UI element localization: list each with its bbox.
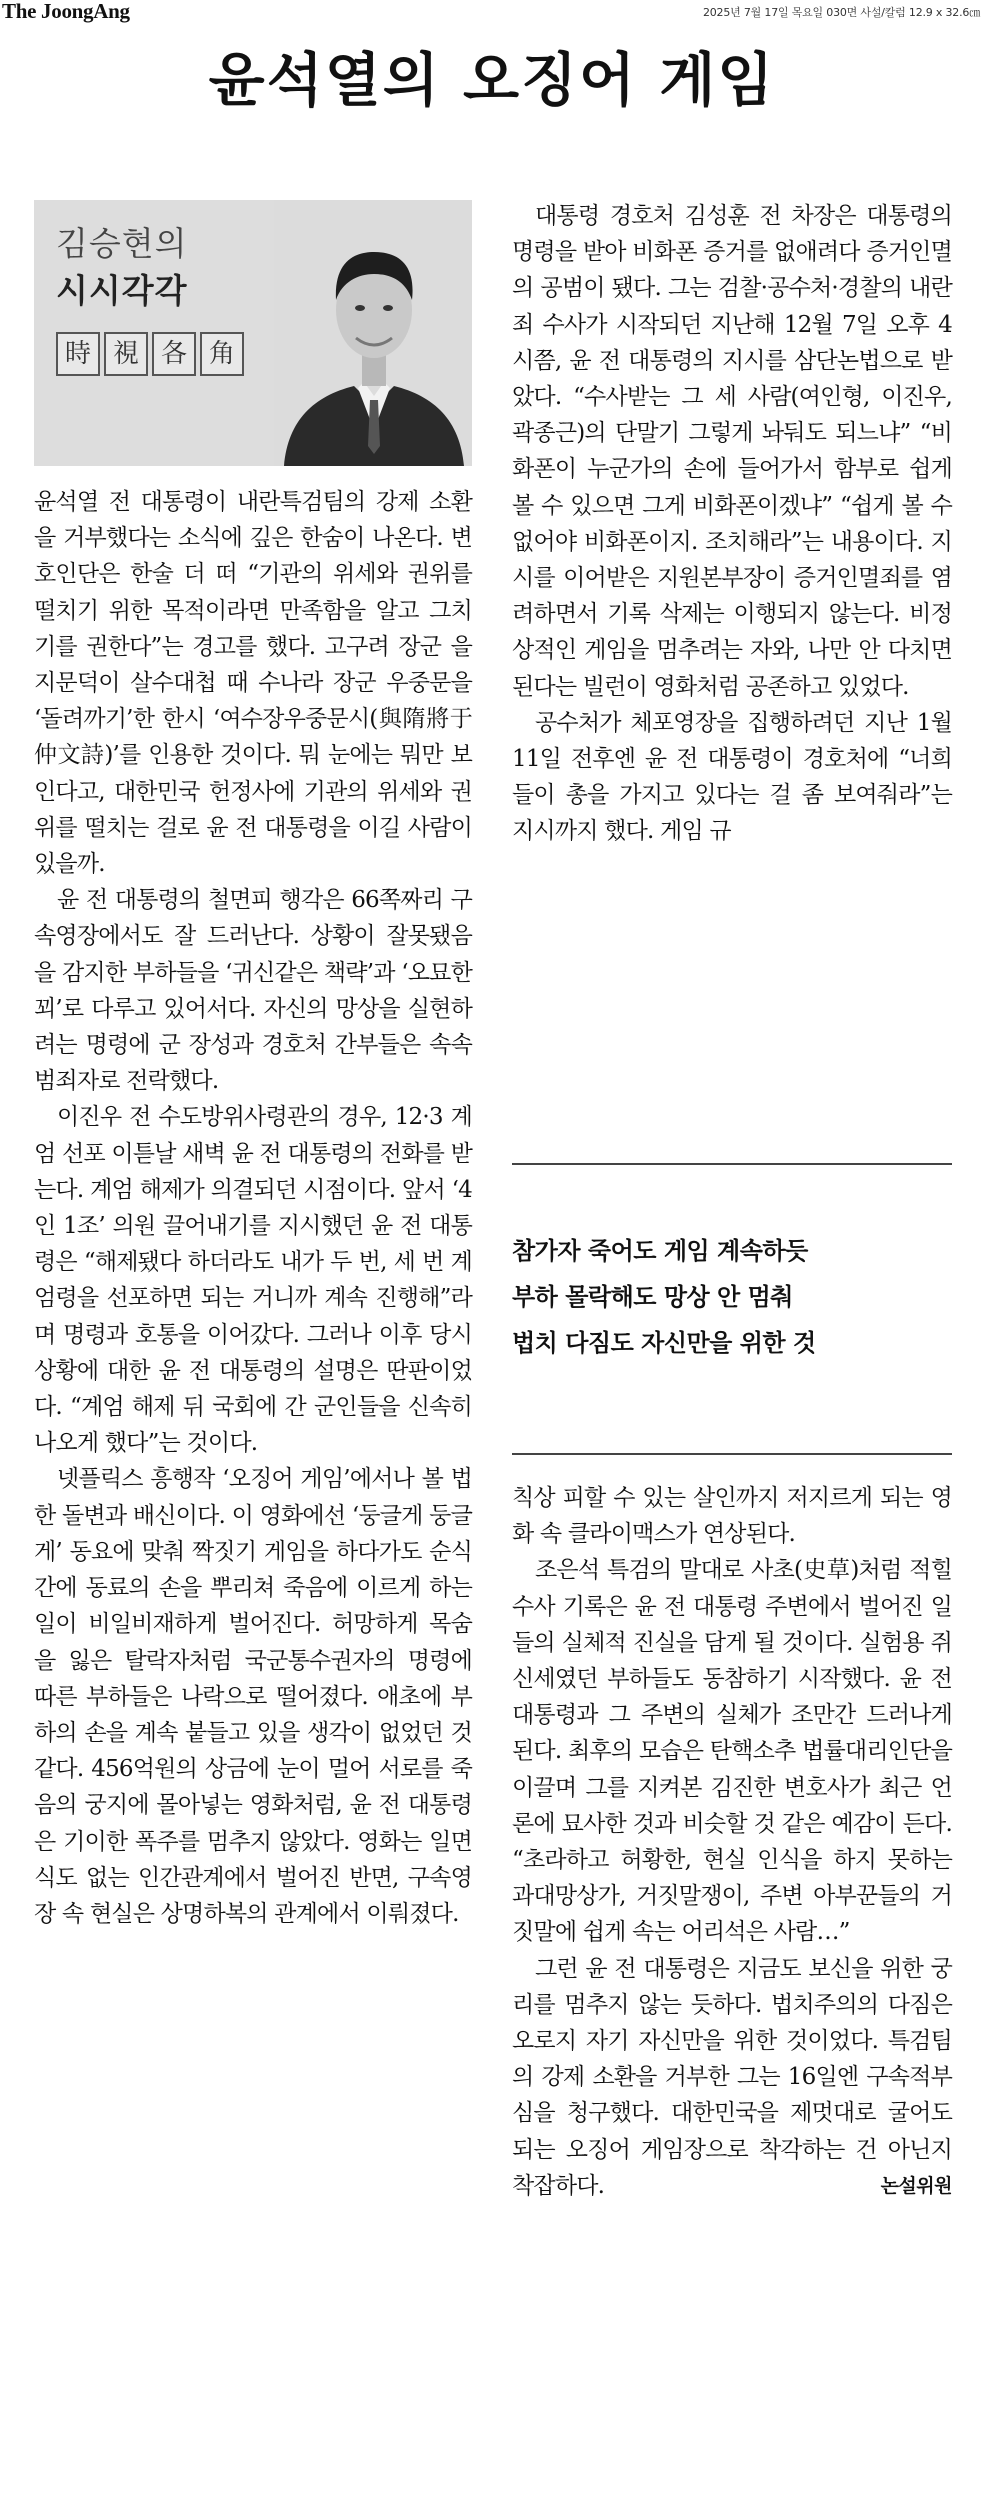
byline: 논설위원	[880, 2175, 952, 2198]
column-author: 김승현의	[56, 224, 188, 263]
body-paragraph: 이진우 전 수도방위사령관의 경우, 12·3 계엄 선포 이튿날 새벽 윤 전 대통령의 전화를 받는다. 계엄 해제가 의결되던 시점이다. 앞서 ‘4인 1조’ 의원 끌어내기를 지시했던 윤 전 대통령은 “해제됐다 하더라도 내가 두 번, 세 번 계엄령을 선포하면 되는 거니까 계속 진행해”라며 명령과 호통을 이어갔다. 그러나 이후 당시 상황에 대한 윤 전 대통령의 설명은 딴판이었다. “계엄 해제 뒤 국회에 간 군인들을 신속히 나오게 했다”는 것이다.	[34, 1104, 472, 1457]
hanja-char: 視	[104, 332, 148, 376]
hanja-char: 各	[152, 332, 196, 376]
headline: 윤석열의 오징어 게임	[208, 46, 776, 114]
body-column-left	[34, 484, 472, 1932]
body-paragraph: 윤 전 대통령의 철면피 행각은 66쪽짜리 구속영장에서도 잘 드러난다. 상황이 잘못됐음을 감지한 부하들을 ‘귀신같은 책략’과 ‘오묘한 꾀’로 다루고 있어서다. 자신의 망상을 실현하려는 명령에 군 장성과 경호처 간부들은 속속 범죄자로 전락했다.	[34, 887, 472, 1095]
body-column-right-top	[512, 198, 952, 850]
column-header-box	[34, 200, 472, 466]
masthead	[0, 0, 984, 22]
pull-quote-line: 법치 다짐도 자신만을 위한 것	[512, 1329, 816, 1357]
body-paragraph: 윤석열 전 대통령이 내란특검팀의 강제 소환을 거부했다는 소식에 깊은 한숨이 나온다. 변호인단은 한술 더 떠 “기관의 위세와 권위를 떨치기 위한 목적이라면 만족함을 알고 그치기를 권한다”는 경고를 했다. 고구려 장군 을지문덕이 살수대첩 때 수나라 장군 우중문을 ‘돌려까기’한 한시 ‘여수장우중문시(與隋將于仲文詩)’를 인용한 것이다. 뭐 눈에는 뭐만 보인다고, 대한민국 헌정사에 기관의 위세와 권위를 떨치는 걸로 윤 전 대통령을 이길 사람이 있을까.	[34, 489, 472, 878]
author-portrait	[274, 200, 472, 466]
pull-quote	[512, 1163, 952, 1455]
pull-quote-line: 참가자 죽어도 게임 계속하듯	[512, 1237, 808, 1265]
body-paragraph: 대통령 경호처 김성훈 전 차장은 대통령의 명령을 받아 비화폰 증거를 없애려다 증거인멸의 공범이 됐다. 그는 검찰·공수처·경찰의 내란죄 수사가 시작되던 지난해 12월 7일 오후 4시쯤, 윤 전 대통령의 지시를 삼단논법으로 받았다. “수사받는 그 세 사람(여인형, 이진우, 곽종근)의 단말기 그렇게 놔둬도 되느냐” “비화폰이 누군가의 손에 들어가서 함부로 쉽게 볼 수 있으면 그게 비화폰이겠냐” “쉽게 볼 수 없어야 비화폰이지. 조치해라”는 내용이다. 지시를 이어받은 지원본부장이 증거인멸죄를 염려하면서 기록 삭제는 이행되지 않는다. 비정상적인 게임을 멈추려는 자와, 나만 안 다치면 된다는 빌런이 영화처럼 공존하고 있었다.	[512, 203, 952, 700]
body-paragraph: 칙상 피할 수 있는 살인까지 저지르게 되는 영화 속 클라이맥스가 연상된다.	[512, 1485, 952, 1548]
hanja-char: 時	[56, 332, 100, 376]
column-title: 시시각각	[56, 271, 188, 310]
column-hanja	[56, 332, 244, 376]
body-column-right-bottom	[512, 1480, 952, 2204]
body-paragraph: 넷플릭스 흥행작 ‘오징어 게임’에서나 볼 법한 돌변과 배신이다. 이 영화에선 ‘둥글게 둥글게’ 동요에 맞춰 짝짓기 게임을 하다가도 순식간에 동료의 손을 뿌리쳐 죽음에 이르게 하는 일이 비일비재하게 벌어진다. 허망하게 목숨을 잃은 탈락자처럼 국군통수권자의 명령에 따른 부하들은 나락으로 떨어졌다. 애초에 부하의 손을 계속 붙들고 있을 생각이 없었던 것 같다. 456억원의 상금에 눈이 멀어 서로를 죽음의 궁지에 몰아넣는 영화처럼, 윤 전 대통령은 기이한 폭주를 멈추지 않았다. 영화는 일면식도 없는 인간관계에서 벌어진 반면, 구속영장 속 현실은 상명하복의 관계에서 이뤄졌다.	[34, 1466, 472, 1927]
newspaper-logo: The JoongAng	[2, 0, 130, 23]
hanja-char: 角	[200, 332, 244, 376]
pull-quote-line: 부하 몰락해도 망상 안 멈춰	[512, 1283, 793, 1311]
body-paragraph: 공수처가 체포영장을 집행하려던 지난 1월 11일 전후엔 윤 전 대통령이 경호처에 “너희들이 총을 가지고 있다는 걸 좀 보여줘라”는 지시까지 했다. 게임 규	[512, 709, 952, 845]
body-paragraph: 조은석 특검의 말대로 사초(史草)처럼 적힐 수사 기록은 윤 전 대통령 주변에서 벌어진 일들의 실체적 진실을 담게 될 것이다. 실험용 쥐 신세였던 부하들도 동참하기 시작했다. 윤 전 대통령과 그 주변의 실체가 조만간 드러나게 된다. 최후의 모습은 탄핵소추 법률대리인단을 이끌며 그를 지켜본 김진한 변호사가 최근 언론에 묘사한 것과 비슷할 것 같은 예감이 든다. “초라하고 허황한, 현실 인식을 하지 못하는 과대망상가, 거짓말쟁이, 주변 아부꾼들의 거짓말에 쉽게 속는 어리석은 사람…”	[512, 1557, 952, 1946]
dateline: 2025년 7월 17일 목요일 030면 사설/칼럼 12.9 x 32.6㎝	[702, 6, 980, 19]
body-paragraph: 그런 윤 전 대통령은 지금도 보신을 위한 궁리를 멈추지 않는 듯하다. 법치주의의 다짐은 오로지 자기 자신만을 위한 것이었다. 특검팀의 강제 소환을 거부한 그는 16일엔 구속적부심을 청구했다. 대한민국을 제멋대로 굴어도 되는 오징어 게임장으로 착각하는 건 아닌지 착잡하다.	[512, 1955, 952, 2199]
